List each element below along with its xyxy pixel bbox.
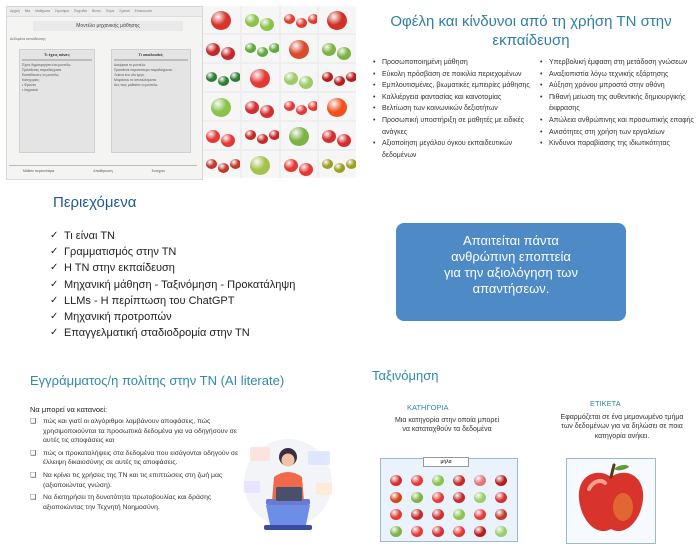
risks-list [537,57,697,150]
category-text-line: να καταταχθούν τα δεδομένα [402,426,492,434]
risk-item: • Απώλεια ανθρώπινης και προσωπικής επαφής [537,115,697,127]
card-line: Δοκίμασε το μοντέλο. [114,63,147,67]
nav-link[interactable]: Μαθήματα [35,9,51,13]
fruit-icon [284,72,298,85]
apple-icon [495,492,507,503]
fruit-photo [242,64,279,91]
nav-link[interactable]: Βίντεο [91,9,101,13]
apple-icon [432,475,444,486]
fruit-icon [322,72,333,82]
nav-link[interactable]: Νέα [24,9,31,13]
fruit-icon [218,76,229,86]
fruit-icon [206,43,220,56]
fruit-icon [211,98,231,117]
literate-item: ❑ πώς και γιατί οι αλγόριθμοι λαμβάνουν αποφάσεις, πώς χρησιμοποιούνται τα προσωπικά δεδομένα για να οδηγήσουν σε αυτές τις αποφάσεις και [30,417,240,446]
classification-title: Ταξινόμηση [372,368,439,383]
contents-title: Περιεχόμενα [53,194,137,211]
fruit-icon [284,14,295,24]
fruit-photo [203,93,240,120]
app-subtitle: Δεδομένα εκπαίδευσης [10,37,46,41]
fruit-photo [281,35,318,62]
apple-icon [432,509,444,520]
save-link[interactable]: Αποθήκευση [93,169,113,173]
app-bottom-bar [9,165,197,176]
continue-link[interactable]: Συνέχεια [151,169,165,173]
risk-item: • Υπερβολική έμφαση στη μετάδοση γνώσεων [537,57,697,69]
literate-item: ❑ Να κρίνει τις χρήσεις της ΤΝ και τις επιπτώσεις στη ζωή μας (αξιοποιώντας γνώση). [30,471,240,490]
category-text-line: Μια κατηγορία στην οποία μπορεί [394,417,500,424]
fruit-photo [319,122,356,149]
label-text-line: των δεδομένων για να δηλώσει σε ποια [561,423,683,431]
benefit-item: • Εμπλουτισμένες, βιωματικές εμπειρίες μάθησης [370,80,530,92]
fruit-photo [242,35,279,62]
fruit-icon [308,101,318,111]
apple-icon [495,509,507,520]
fruit-photo [281,6,318,33]
label-text-line: κατηγορία ανήκει. [594,432,650,440]
card-line: Πρόσθεσε περισσότερα παραδείγματα. [114,68,173,72]
contents-item: ✓ Η ΤΝ στην εκπαίδευση [50,260,295,276]
apple-icon [390,492,402,503]
learn-more-link[interactable]: Μάθετε περισσότερα [23,169,55,173]
category-description [362,416,532,435]
apples-category-box [380,458,518,542]
callout-line: Απαιτείται πάντα [463,233,559,248]
nav-link[interactable]: Αρχική [10,9,20,13]
fruit-icon [308,14,318,24]
benefit-item: • Αξιοποίηση μεγάλου όγκου εκπαιδευτικών δεδομένων [370,138,530,161]
card-line: Δες πώς μαθαίνει το μοντέλο. [114,83,159,87]
apple-icon [390,526,402,537]
fruit-icon [257,47,268,57]
apple-icon [453,509,465,520]
app-nav-bar [7,7,202,17]
fruit-icon [334,163,345,173]
fruit-icon [269,130,279,140]
fruit-icon [250,156,270,175]
next-card-heading: Τι ακολουθεί; [138,52,164,57]
benefit-item: • Προσωπική υποστήριξη σε μαθητές με ειδικές ανάγκες [370,115,530,138]
fruit-icon [346,72,356,82]
divider [22,59,92,61]
callout-line: για την αξιολόγηση των [444,265,578,280]
fruit-icon [221,134,235,147]
fruit-icon [206,130,220,143]
fruit-icon [260,105,274,118]
card-line: Πρόσθεσες παραδείγματα. [22,68,63,72]
fruit-photo [242,122,279,149]
benefits-risks-title: Οφέλη και κίνδυνοι από τη χρήση ΤΝ στην εκπαίδευση [390,13,672,49]
literate-item: ❑ πώς οι προκαταλήψεις στα δεδομένα που εισάγονται οδηγούν σε έλλειψη δικαιοσύνης σε αυτές τις αποφάσεις. [30,449,240,468]
fruit-image-grid [203,6,356,178]
fruit-icon [260,18,274,31]
fruit-icon [322,43,336,56]
benefit-item: • Καλλιέργεια φαντασίας και καινοτομίας [370,92,530,104]
fruit-photo [203,122,240,149]
card-line: Ξεκίνα ένα νέο έργο. [114,73,145,77]
apple-icon [411,475,423,486]
apple-icon [474,509,486,520]
callout-line: απαντήσεων. [472,281,550,296]
apple-icon [432,526,444,537]
benefit-item: • Βελτίωση των κοινωνικών δεξιοτήτων [370,103,530,115]
fruit-icon [206,159,217,169]
card-line: Κατηγορίες: [22,78,40,82]
fruit-icon [337,47,351,60]
fruit-icon [230,72,240,82]
apple-icon [495,475,507,486]
fruit-icon [346,159,356,169]
fruit-icon [289,127,309,146]
category-heading: ΚΑΤΗΓΟΡΙΑ [407,403,449,412]
fruit-photo [242,151,279,178]
apple-icon [390,475,402,486]
labeled-apple-box [566,458,656,544]
risk-item: • Πιθανή μείωση της αυθεντικής δημιουργικής έκφρασης [537,92,697,115]
done-card [19,49,95,153]
fruit-photo [203,6,240,33]
apple-icon [390,509,402,520]
app-title: Μοντέλο μηχανικής μάθησης [33,21,183,31]
apple-icon [474,492,486,503]
apples-box-label: μήλα [423,457,469,467]
fruit-photo [203,64,240,91]
fruit-icon [322,130,336,143]
fruit-photo [242,6,279,33]
nav-link[interactable]: Επικοινωνία [134,9,152,13]
card-line: • Λαχανικά [22,88,38,92]
card-line: Έχεις δημιουργήσει ένα μοντέλο. [22,63,72,67]
fruit-icon [296,18,307,28]
contents-item: ✓ Γραμματισμός στην ΤΝ [50,244,295,260]
fruit-icon [337,134,351,147]
fruit-icon [218,163,229,173]
fruit-photo [242,93,279,120]
human-oversight-callout [396,223,626,321]
apple-icon [453,526,465,537]
next-card [111,49,191,153]
fruit-icon [296,105,307,115]
apple-icon [495,526,507,537]
benefit-item: • Εύκολη πρόσβαση σε ποικιλία περιεχομένων [370,69,530,81]
fruit-photo [281,64,318,91]
apple-icon [453,475,465,486]
card-line: Εκπαίδευσες το μοντέλο. [22,73,60,77]
divider [114,59,188,61]
fruit-photo [281,151,318,178]
apple-icon [567,459,655,543]
label-description [548,413,696,441]
nav-link[interactable]: Σεμινάρια [55,9,69,13]
fruit-photo [281,93,318,120]
apple-icon [411,509,423,520]
apple-icon [453,492,465,503]
fruit-icon [327,11,347,30]
apple-icon [411,492,423,503]
fruit-photo [319,93,356,120]
fruit-icon [334,76,345,86]
risk-item: • Αναξιοπιστία λόγω τεχνικής εξάρτησης [537,69,697,81]
fruit-photo [203,35,240,62]
fruit-photo [319,64,356,91]
ml-app-screenshot [6,6,203,180]
ai-literate-title: Εγγράμματος/η πολίτης στην ΤΝ (AI literate) [30,373,285,388]
fruit-icon [230,159,240,169]
label-heading: ΕΤΙΚΕΤΑ [590,399,621,408]
fruit-icon [269,43,279,53]
nav-link[interactable]: Παιχνίδια [73,9,87,13]
done-card-heading: Τι έχεις κάνει; [43,52,71,57]
fruit-icon [245,101,259,114]
apple-icon [474,475,486,486]
fruit-icon [221,47,235,60]
risk-item: • Αύξηση χρόνου μπροστά στην οθόνη [537,80,697,92]
apple-icon [474,526,486,537]
callout-line: ανθρώπινη εποπτεία [451,249,571,264]
contents-item: ✓ Τι είναι ΤΝ [50,228,295,244]
card-line: • Φρούτα [22,83,36,87]
contents-list [50,228,295,341]
literate-item: ❑ Να διατηρήσει τη δυνατότητα πρωτοβουλίας και δράσης αξιοποιώντας την Τεχνητή Νοημοσύνη. [30,493,240,512]
fruit-icon [327,98,347,117]
fruit-icon [250,69,270,88]
benefits-list [370,57,530,161]
fruit-photo [281,122,318,149]
apple-icon [432,492,444,503]
fruit-icon [299,163,313,176]
fruit-icon [206,72,217,82]
fruit-icon [211,11,231,30]
fruit-photo [319,6,356,33]
person-laptop-illustration [236,425,341,537]
fruit-icon [289,40,309,59]
fruit-photo [319,35,356,62]
fruit-icon [245,43,256,53]
fruit-icon [284,159,298,172]
apple-icon [411,526,423,537]
nav-link[interactable]: Σχετικά [119,9,130,13]
contents-item: ✓ Επαγγελματική σταδιοδρομία στην ΤΝ [50,325,295,341]
fruit-photo [319,151,356,178]
nav-link[interactable]: Πόροι [105,9,115,13]
risk-item: • Κίνδυνοι παραβίασης της ιδιωτικότητας [537,138,697,150]
contents-item: ✓ Μηχανική προτροπών [50,309,295,325]
ai-literate-intro: Να μπορεί να κατανοεί: [30,405,108,414]
ai-literate-list [30,417,240,515]
risk-item: • Ανισότητες στη χρήση των εργαλείων [537,127,697,139]
fruit-icon [245,14,259,27]
fruit-icon [299,76,313,89]
apples-grid [387,473,509,539]
label-text-line: Εφαρμόζεται σε ένα μεμονωμένο τμήμα [560,414,684,421]
fruit-icon [257,134,268,144]
fruit-photo [203,151,240,178]
card-line: Μοιράσου τα αποτελέσματα. [114,78,157,82]
benefit-item: • Προσωποποιημένη μάθηση [370,57,530,69]
contents-item: ✓ Μηχανική μάθηση - Ταξινόμηση - Προκατάληψη [50,277,295,293]
fruit-icon [322,159,333,169]
contents-item: ✓ LLMs - Η περίπτωση του ChatGPT [50,293,295,309]
fruit-icon [284,101,295,111]
fruit-icon [245,130,256,140]
